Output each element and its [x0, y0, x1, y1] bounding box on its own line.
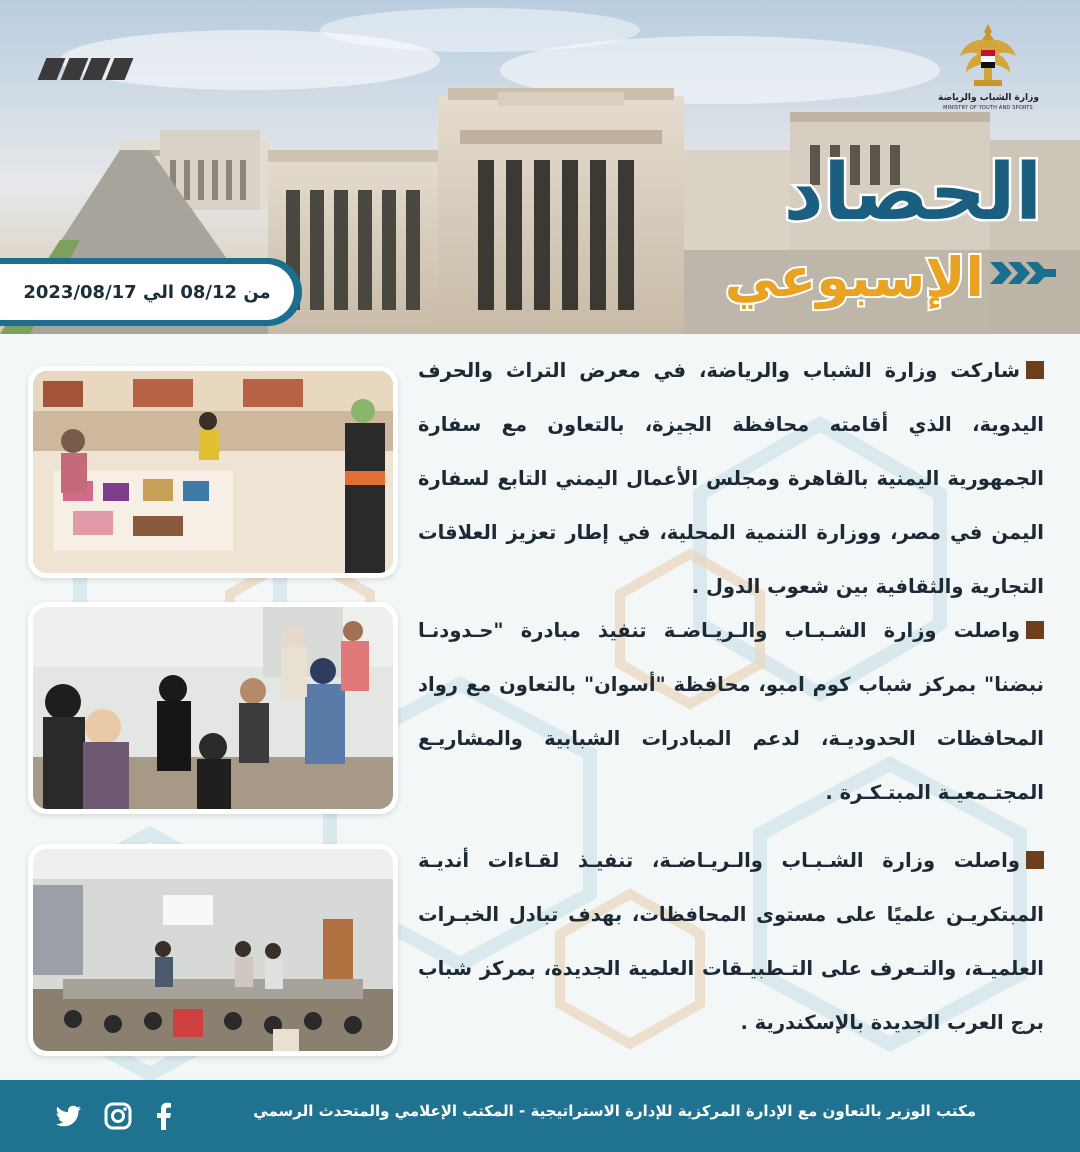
- content-area: [0, 334, 1080, 1080]
- page-title: الحصاد: [783, 148, 1042, 238]
- decorative-stripes: [42, 58, 128, 80]
- logo-name-arabic: وزارة الشباب والرياضة: [938, 93, 1039, 103]
- news-item-1-text: شاركت وزارة الشباب والرياضة، في معرض التراث والحرف اليدوية، الذي أقامته محافظة الجيزة، بالتعاون مع سفارة الجمهورية اليمنية بالقاهرة ومجلس الأعمال اليمني التابع لسفارة اليمن في مصر، ووزارة التنمية المحلية، في إطار تعزيز العلاقات التجارية والثقافية بين شعوب الدول .: [418, 359, 1044, 598]
- news-item-3: [418, 834, 1044, 1050]
- date-range-badge: [0, 258, 302, 326]
- logo-name-english: MINISTRY OF YOUTH AND SPORTS: [943, 105, 1033, 111]
- photo-innovators-club: [28, 844, 398, 1056]
- twitter-icon[interactable]: [52, 1100, 84, 1132]
- photo-youth-initiative: [28, 602, 398, 814]
- footer-bar: [0, 1080, 1080, 1152]
- page-subtitle: الإسبوعي: [724, 246, 984, 309]
- news-item-3-text: واصلت وزارة الشـبـاب والـريـاضـة، تنفيـذ لقـاءات أنديـة المبتكريـن علميًا على مستوى المحافظات، بهدف تبادل الخبـرات العلميـة، والتـعرف على التـطبيـقات العلمية الجديدة، بمركز شباب برج العرب الجديدة بالإسكندرية .: [418, 849, 1044, 1034]
- instagram-icon[interactable]: [102, 1100, 134, 1132]
- facebook-icon[interactable]: [148, 1100, 180, 1132]
- news-item-2: [418, 604, 1044, 820]
- bullet-square-icon: [1026, 851, 1044, 869]
- bullet-square-icon: [1026, 621, 1044, 639]
- meeting-photo: [33, 607, 393, 809]
- chevrons-icon: [990, 262, 1056, 284]
- news-item-2-text: واصلت وزارة الشـبـاب والـريـاضـة تنفيذ مبادرة "حـدودنـا نبضنا" بمركز شباب كوم امبو، محافظة "أسوان" بالتعاون مع رواد المحافظات الحدوديـة، لدعم المبادرات الشبابية والمشاريـع المجتـمعيـة المبتـكـرة .: [418, 619, 1044, 804]
- header-banner: [0, 0, 1080, 334]
- egypt-eagle-icon: [956, 20, 1020, 92]
- date-range-text: من 08/12 الي 2023/08/17: [0, 264, 294, 320]
- classroom-photo: [33, 849, 393, 1051]
- news-item-1: [418, 344, 1044, 614]
- bullet-square-icon: [1026, 361, 1044, 379]
- exhibition-photo: [33, 371, 393, 573]
- footer-credit-text: مكتب الوزير بالتعاون مع الإدارة المركزية للإدارة الاستراتيجية - المكتب الإعلامي والمتحدث الرسمي: [253, 1102, 976, 1120]
- ministry-logo: [938, 20, 1038, 124]
- photo-heritage-exhibition: [28, 366, 398, 578]
